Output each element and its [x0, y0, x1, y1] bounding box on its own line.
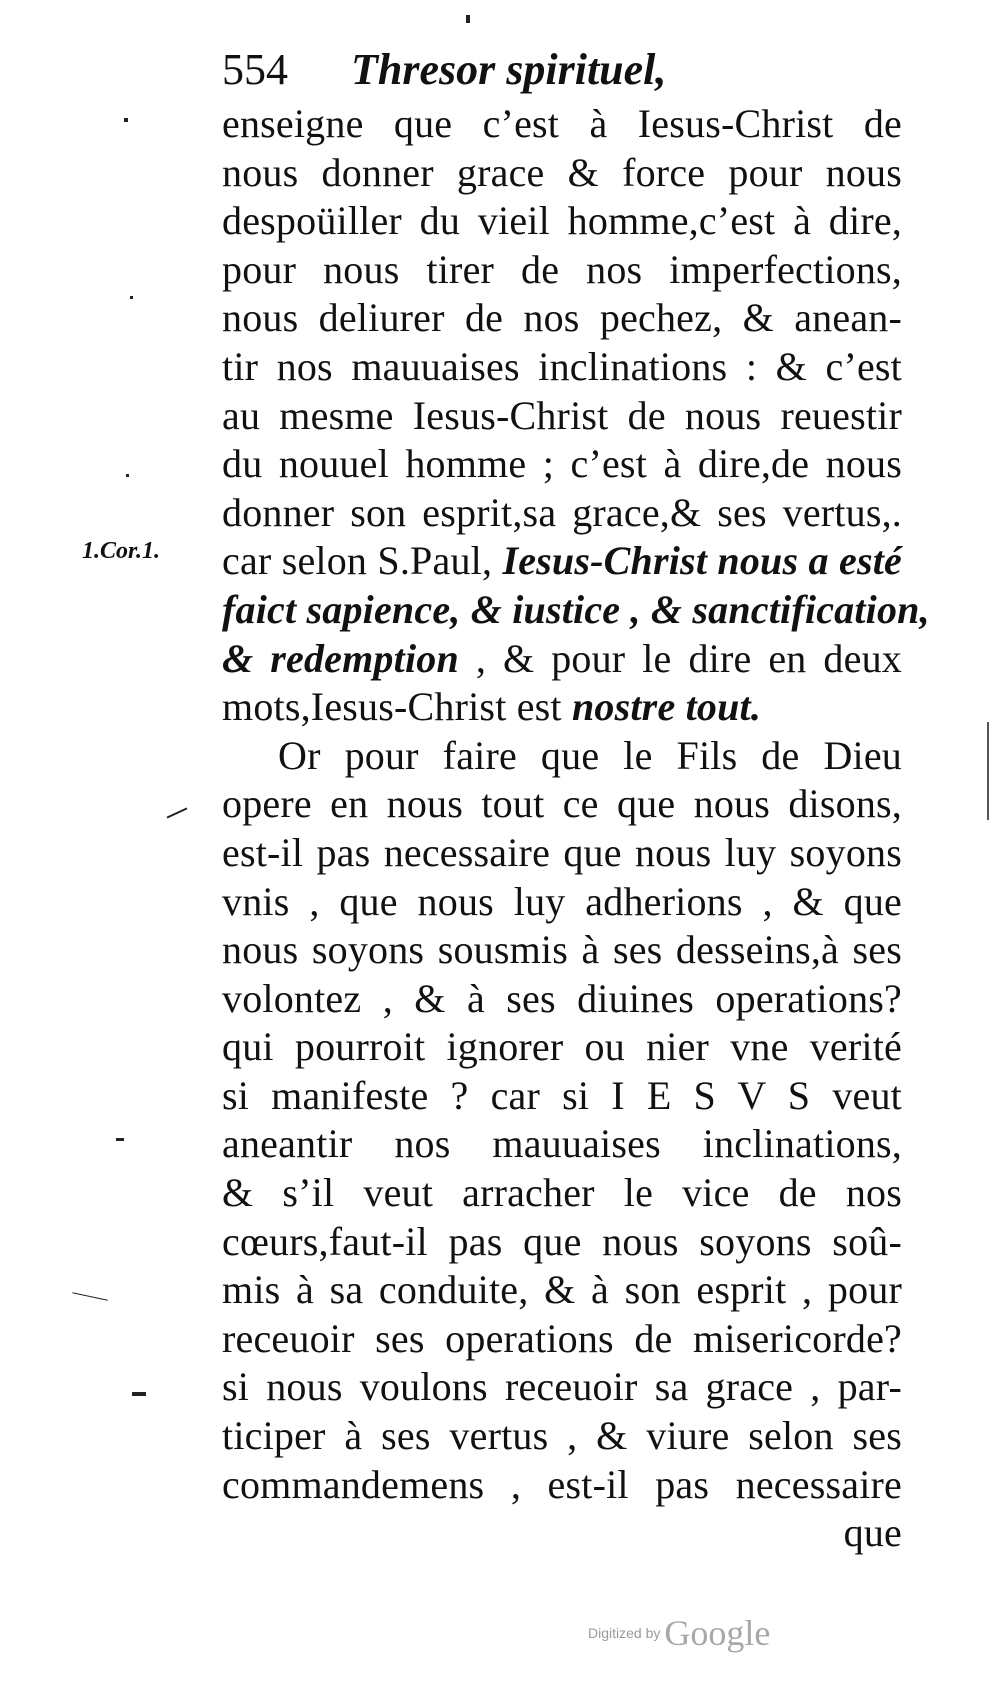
text-line — [222, 197, 902, 246]
text-segment: qui pourroit ignorer ou nier vne verité — [222, 1024, 902, 1070]
text-segment: si manifeste ? car si I E S V S veut — [222, 1072, 902, 1118]
page-header — [222, 40, 782, 100]
ink-speck — [116, 1138, 124, 1141]
text-line — [222, 926, 902, 975]
text-line — [222, 878, 902, 927]
ink-speck — [132, 1392, 146, 1396]
text-line — [222, 732, 902, 781]
text-line — [222, 1412, 902, 1461]
ink-speck — [130, 296, 133, 299]
digitization-watermark — [588, 1612, 770, 1652]
text-segment: donner son esprit,sa grace,& ses vertus,. — [222, 489, 902, 535]
text-segment: nous donner grace & force pour nous — [222, 149, 902, 195]
text-segment: vnis , que nous luy adherions , & que — [222, 878, 902, 924]
text-line — [222, 537, 902, 586]
text-segment: tir nos mauuaises inclinations : & c’est — [222, 343, 902, 389]
text-line — [222, 586, 930, 635]
text-segment: mots,Iesus-Christ est — [222, 684, 572, 730]
google-logo: Google — [664, 1613, 771, 1653]
text-segment: commandemens , est-il pas necessaire — [222, 1461, 902, 1507]
ink-speck — [126, 474, 129, 477]
text-line — [222, 343, 902, 392]
text-line — [222, 683, 902, 732]
italic-segment: faict sapience, & iustice , & sanctification, — [222, 586, 930, 632]
digitized-by-label: Digitized by — [588, 1625, 661, 1641]
italic-segment: Iesus-Christ nous a esté — [502, 538, 902, 584]
text-line — [222, 975, 902, 1024]
ink-speck — [466, 15, 470, 23]
text-line — [222, 1072, 902, 1121]
text-segment: mis à sa conduite, & à son esprit , pour — [222, 1267, 902, 1313]
text-segment: cœurs,faut-il pas que nous soyons soû- — [222, 1218, 902, 1264]
text-segment: car selon S.Paul, — [222, 538, 503, 584]
text-segment: aneantir nos mauuaises inclinations, — [222, 1121, 902, 1167]
text-line — [222, 1509, 902, 1558]
text-line — [222, 1315, 902, 1364]
text-line — [222, 1023, 902, 1072]
text-line — [222, 1169, 902, 1218]
text-line — [222, 392, 902, 441]
body-text — [222, 100, 930, 1558]
running-title: Thresor spirituel, — [351, 45, 667, 94]
italic-segment: & redemption — [222, 635, 459, 681]
text-line — [222, 149, 902, 198]
text-segment: despoüiller du vieil homme,c’est à dire, — [222, 198, 902, 244]
margin-note-reference: 1.Cor.1. — [82, 538, 161, 564]
text-segment: & s’il veut arracher le vice de nos — [222, 1170, 902, 1216]
text-line — [222, 440, 902, 489]
text-line — [222, 489, 902, 538]
text-line — [222, 1120, 902, 1169]
text-segment: enseigne que c’est à Iesus-Christ de — [222, 101, 902, 146]
text-segment: ticiper à ses vertus , & viure selon ses — [222, 1413, 902, 1459]
text-segment: nous soyons sousmis à ses desseins,à ses — [222, 927, 902, 973]
ink-speck — [72, 1292, 107, 1300]
text-segment: volontez , & à ses diuines operations? — [222, 975, 902, 1021]
text-segment: Or pour faire que le Fils de Dieu — [278, 732, 902, 778]
italic-segment: nostre tout. — [571, 684, 762, 730]
page-number: 554 — [222, 45, 288, 94]
text-line — [222, 246, 902, 295]
text-line — [222, 1266, 902, 1315]
text-segment: pour nous tirer de nos imperfections, — [222, 246, 902, 292]
text-segment: du nouuel homme ; c’est à dire,de nous — [222, 441, 902, 487]
ink-speck — [124, 118, 128, 122]
text-segment: si nous voulons receuoir sa grace , par- — [222, 1364, 902, 1410]
text-line — [222, 1363, 902, 1412]
text-line — [222, 100, 902, 149]
text-line — [222, 1218, 902, 1267]
text-line — [222, 1461, 902, 1510]
text-line — [222, 635, 902, 684]
text-segment: au mesme Iesus-Christ de nous reuestir — [222, 392, 902, 438]
text-segment: nous deliurer de nos pechez, & anean- — [222, 295, 902, 341]
text-line — [222, 780, 902, 829]
text-segment: que — [843, 1510, 902, 1556]
text-segment: est-il pas necessaire que nous luy soyons — [222, 829, 902, 875]
text-segment: , & pour le dire en deux — [458, 635, 902, 681]
text-segment: receuoir ses operations de misericorde? — [222, 1315, 902, 1361]
text-line — [222, 829, 902, 878]
text-line — [222, 294, 902, 343]
margin-rule — [987, 722, 989, 820]
text-segment: opere en nous tout ce que nous disons, — [222, 781, 902, 827]
ink-speck — [167, 807, 188, 818]
